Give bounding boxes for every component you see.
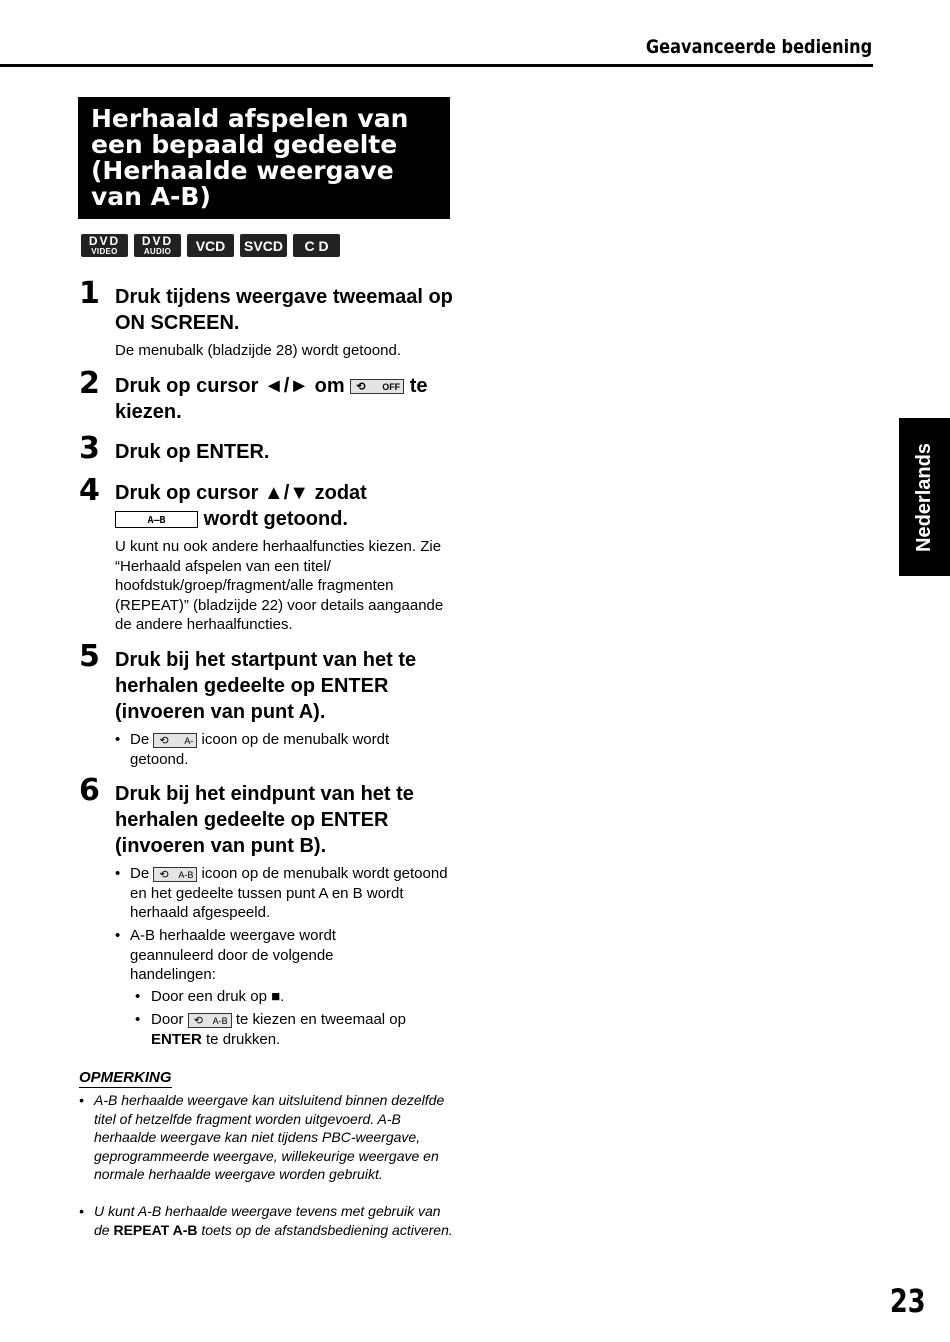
bullet-dot: • [115,731,121,748]
note-item-2-a: U kunt A-B herhaalde weergave tevens met gebruik van de [94,1203,441,1238]
badge-cd [293,234,340,257]
badge-cd-label: C D [304,237,329,254]
step-1-heading: Druk tijdens weergave tweemaal op ON SCREEN. [115,286,453,334]
note-item-2-c: toets op de afstandsbediening activeren. [201,1221,453,1238]
step-1-number: 1 [79,276,100,311]
step-5-heading: Druk bij het startpunt van het te herhalen gedeelte op ENTER (invoeren van punt A). [115,649,417,723]
repeat-loop-icon: ⟲ [159,868,169,881]
repeat-a-label: A- [184,735,194,746]
step-3-number: 3 [79,431,100,466]
language-side-tab-label [899,418,950,576]
step-4-number: 4 [79,473,100,508]
badge-svcd-label: SVCD [244,237,283,254]
step-6-bullet-1 [130,864,450,923]
step-4-heading-a: Druk op cursor ▲/▼ zodat [115,482,367,504]
step-6-bullet-1-a: De [130,865,150,882]
note-title: OPMERKING [79,1069,172,1086]
bullet-dot: • [79,1092,84,1108]
step-4-body: U kunt nu ook andere herhaalfuncties kiezen. Zie “Herhaald afspelen van een titel/ hoofdstuk/groep/fragment/alle fragmenten (REPEAT)” (bladzijde 22) voor details aangaande de andere herhaalfuncties. [115,538,444,633]
step-6-bullet-1-b: icoon op de menubalk wordt getoond en het gedeelte tussen punt A en B wordt herhaald afgespeeld. [130,865,448,921]
step-6-sub-2-d: te drukken. [206,1030,281,1048]
step-4-heading-b: wordt getoond. [203,508,348,530]
step-6-sub-1: Door een druk op ■. [151,988,285,1005]
bullet-dot: • [135,1011,141,1028]
repeat-loop-icon: ⟲ [356,381,366,394]
step-5-bullet-b: icoon op de menubalk wordt getoond. [130,731,390,768]
step-5-number: 5 [79,639,100,674]
repeat-loop-icon: ⟲ [193,1014,203,1027]
badge-dvd-audio [134,234,181,257]
repeat-ab-icon [153,867,197,882]
step-5-bullet-a: De [130,731,150,748]
step-6-sub-2-c: ENTER [151,1030,202,1048]
repeat-off-label: OFF [382,382,401,393]
step-6-sub-2 [151,1010,451,1049]
repeat-ab-label: A-B [178,869,194,880]
step-4-heading [115,480,460,532]
note-item-2-b: REPEAT A-B [113,1221,198,1238]
badge-vcd-label: VCD [195,237,226,254]
bullet-dot: • [115,865,121,882]
bullet-dot: • [135,988,141,1005]
page-number: 23 [890,1282,926,1320]
repeat-loop-icon: ⟲ [159,734,169,747]
badge-dvd-audio-bottom: AUDIO [143,246,172,256]
badge-dvd-audio-top: DVD [141,233,174,248]
step-2-heading-b: te kiezen. [115,375,428,423]
badge-dvd-video [81,234,128,257]
step-6-sub-2-a: Door [151,1011,184,1028]
step-2-number: 2 [79,366,100,401]
note-item-1: A-B herhaalde weergave kan uitsluitend binnen dezelfde titel of hetzelfde fragment worden uitgevoerd. A-B herhaalde weergave kan niet tijdens PBC-weergave, geprogrammeerde weergave, willekeurige weergave en normale herhaalde weergave worden gebruikt. [94,1092,445,1182]
step-2-heading-a: Druk op cursor ◄/► om [115,375,345,397]
step-3-heading: Druk op ENTER. [115,441,270,463]
badge-vcd [187,234,234,257]
header-rule [0,64,873,67]
badge-dvd-video-top: DVD [88,233,121,248]
repeat-ab-icon [188,1013,232,1028]
step-1-body: De menubalk (bladzijde 28) wordt getoond. [115,342,402,359]
section-title: Herhaald afspelen van een bepaald gedeelte (Herhaalde weergave van A-B) [91,104,409,211]
badge-dvd-video-bottom: VIDEO [91,246,118,256]
bullet-dot: • [115,927,121,944]
badge-svcd [240,234,287,257]
bullet-dot: • [79,1203,84,1219]
step-6-heading: Druk bij het eindpunt van het te herhalen gedeelte op ENTER (invoeren van punt B). [115,783,414,857]
repeat-ab-label: A-B [212,1015,228,1026]
step-6-bullet-2: A-B herhaalde weergave wordt geannuleerd door de volgende handelingen: [130,927,336,983]
step-6-number: 6 [79,773,100,808]
step-5-bullet [130,730,450,769]
repeat-a-icon [153,733,197,748]
note-item-2 [94,1202,454,1239]
repeat-off-icon [350,379,404,394]
ab-display-box: A–B [115,511,198,528]
step-6-sub-2-b: te kiezen en tweemaal op [235,1011,406,1028]
page-header-title: Geavanceerde bediening [645,36,872,58]
language-label: Nederlands [913,442,935,552]
step-2-heading [115,373,460,425]
